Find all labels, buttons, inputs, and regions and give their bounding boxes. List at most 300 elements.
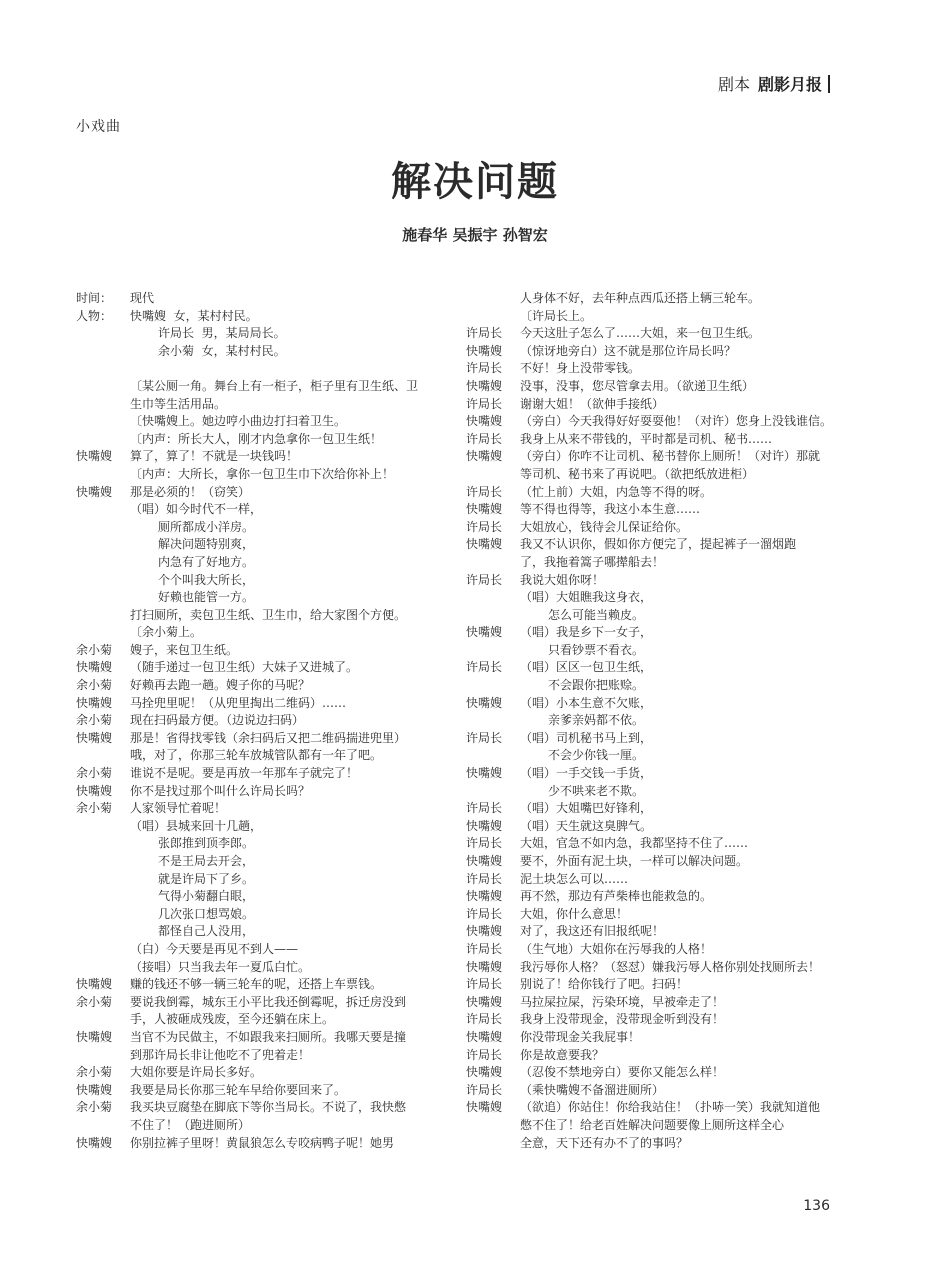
script-line (466, 976, 836, 994)
line-text: 我身上从来不带钱的，平时都是司机、秘书…… (520, 431, 773, 446)
script-line (76, 1029, 456, 1047)
speaker-name (76, 853, 130, 871)
speaker-name (76, 343, 130, 361)
line-text: 谁说不是呢。要是再放一年那车子就完了！ (130, 766, 359, 781)
speaker-name (466, 642, 520, 660)
script-line (466, 1099, 836, 1117)
line-text: 〔内声：大所长，拿你一包卫生巾下次给你补上！ (130, 466, 395, 481)
script-line (76, 994, 456, 1012)
script-line (466, 1117, 836, 1135)
speaker-name: 快嘴嫂 (466, 994, 503, 1009)
line-text: （唱）一手交钱一手货， (520, 766, 653, 781)
speaker-name: 快嘴嫂 (76, 660, 113, 675)
header-divider (828, 75, 830, 93)
line-text: （乘快嘴嫂不备溜进厕所） (520, 1082, 665, 1097)
speaker-name (76, 1117, 130, 1135)
script-line (76, 642, 456, 660)
script-line (76, 712, 456, 730)
speaker-name: 快嘴嫂 (466, 959, 503, 974)
speaker-name (466, 747, 520, 765)
script-line (76, 818, 456, 836)
script-line (76, 765, 456, 783)
script-line (466, 554, 836, 572)
script-line (466, 1082, 836, 1100)
speaker-name: 许局长 (466, 1082, 503, 1097)
speaker-name (466, 308, 520, 326)
line-text: 大姐，官急不如内急，我都坚持不住了…… (520, 836, 749, 851)
script-line (76, 959, 456, 977)
script-line (76, 501, 456, 519)
speaker-name: 快嘴嫂 (466, 818, 503, 833)
line-text: 不好！身上没带零钱。 (520, 361, 641, 376)
line-text: 张郎推到顶李郎。 (158, 836, 255, 851)
script-line (466, 642, 836, 660)
speaker-name (76, 325, 130, 343)
line-text: 算了，算了！不就是一块钱吗！ (130, 449, 299, 464)
line-text: 大姐放心，钱待会儿保证给你。 (520, 519, 689, 534)
line-text: 对了，我这还有旧报纸呢！ (520, 924, 665, 939)
speaker-name (76, 747, 130, 765)
script-line (76, 747, 456, 765)
speaker-name: 许局长 (466, 572, 503, 587)
line-text: 别说了！给你钱行了吧。扫码！ (520, 977, 689, 992)
line-text: 你没带现金关我屁事！ (520, 1029, 641, 1044)
script-line (76, 906, 456, 924)
genre-label: 小戏曲 (76, 119, 121, 135)
line-text: 当官不为民做主，不如跟我来扫厕所。我哪天要是撞 (130, 1029, 407, 1044)
script-line (76, 659, 456, 677)
script-column-left (76, 290, 456, 1152)
speaker-name: 许局长 (466, 836, 503, 851)
speaker-name: 快嘴嫂 (76, 484, 113, 499)
line-text: 全意，天下还有办不了的事吗？ (520, 1135, 689, 1150)
speaker-name: 许局长 (466, 941, 503, 956)
speaker-name: 快嘴嫂 (466, 378, 503, 393)
script-line (466, 941, 836, 959)
script-line (466, 431, 836, 449)
speaker-name (76, 1047, 130, 1065)
line-text: 那是！省得找零钱（余扫码后又把二维码揣进兜里） (130, 730, 407, 745)
script-line (466, 959, 836, 977)
script-line (76, 1082, 456, 1100)
line-text: 不会少你钱一厘。 (548, 748, 645, 763)
speaker-name (76, 871, 130, 889)
line-text: 我污辱你人格？（怒怼）嫌我污辱人格你别处找厕所去！ (520, 959, 821, 974)
line-text: 那是必须的！（窃笑） (130, 484, 251, 499)
speaker-name (76, 554, 130, 572)
line-text: 等不得也得等，我这小本生意…… (520, 502, 701, 517)
line-text: 少不哄来老不欺。 (548, 783, 645, 798)
speaker-name: 许局长 (466, 519, 503, 534)
speaker-name: 快嘴嫂 (466, 924, 503, 939)
speaker-name (76, 818, 130, 836)
line-text: （欲追）你站住！你给我站住！（扑哧一笑）我就知道他 (520, 1100, 821, 1115)
script-line (466, 765, 836, 783)
script-line (466, 325, 836, 343)
speaker-name: 许局长 (466, 871, 503, 886)
line-text: 不会跟你把账赊。 (548, 678, 645, 693)
line-text: 到那许局长非让他吃不了兜着走！ (130, 1047, 311, 1062)
script-line (466, 994, 836, 1012)
speaker-name (76, 396, 130, 414)
speaker-name: 快嘴嫂 (76, 1082, 113, 1097)
script-line (76, 325, 456, 343)
line-text: 大姐，你什么意思！ (520, 906, 629, 921)
speaker-name (76, 923, 130, 941)
line-text: 内急有了好地方。 (158, 554, 255, 569)
line-text: （唱）如今时代不一样， (130, 502, 263, 517)
script-line (466, 712, 836, 730)
line-text: 〔某公厕一角。舞台上有一柜子，柜子里有卫生纸、卫 (130, 378, 419, 393)
line-text: （旁白）今天我得好好耍耍他！（对许）您身上没钱谁信。 (520, 414, 833, 429)
line-text: 你是故意要我？ (520, 1047, 605, 1062)
speaker-name: 余小菊 (76, 713, 113, 728)
line-text: 人家领导忙着呢！ (130, 801, 227, 816)
speaker-name: 快嘴嫂 (466, 449, 503, 464)
script-line (76, 1135, 456, 1153)
script-line (466, 484, 836, 502)
line-text: 哦，对了，你那三轮车放城管队都有一年了吧。 (130, 748, 383, 763)
line-text: 等司机、秘书来了再说吧。（欲把纸放进柜） (520, 466, 755, 481)
speaker-name: 余小菊 (76, 678, 113, 693)
speaker-name: 许局长 (466, 906, 503, 921)
line-text: 生巾等生活用品。 (130, 396, 227, 411)
line-text: 要说我倒霉，城东王小平比我还倒霉呢，拆迁房没到 (130, 994, 407, 1009)
speaker-name: 快嘴嫂 (76, 449, 113, 464)
script-line (76, 800, 456, 818)
speaker-name (76, 589, 130, 607)
script-line (466, 290, 836, 308)
line-text: 嫂子，来包卫生纸。 (130, 642, 239, 657)
speaker-name (466, 554, 520, 572)
script-line (76, 554, 456, 572)
line-text: 个个叫我大所长， (158, 572, 255, 587)
speaker-name (76, 431, 130, 449)
line-text: （旁白）你咋不让司机、秘书替你上厕所！（对许）那就 (520, 449, 821, 464)
line-text: 我买块豆腐垫在脚底下等你当局长。不说了，我快憋 (130, 1100, 407, 1115)
script-line (466, 1135, 836, 1153)
script-line (76, 853, 456, 871)
speaker-name (466, 466, 520, 484)
speaker-name: 快嘴嫂 (466, 766, 503, 781)
speaker-name (76, 607, 130, 625)
script-line (76, 466, 456, 484)
line-text: 泥土块怎么可以…… (520, 871, 629, 886)
speaker-name: 快嘴嫂 (466, 343, 503, 358)
speaker-name: 许局长 (466, 431, 503, 446)
speaker-name: 快嘴嫂 (466, 502, 503, 517)
script-line (466, 360, 836, 378)
script-line (76, 1099, 456, 1117)
line-text: 现代 (130, 291, 155, 305)
line-text: 了，我拖着篙子哪撵船去！ (520, 554, 665, 569)
line-text: 〔余小菊上。 (130, 625, 203, 640)
speaker-name: 余小菊 (76, 766, 113, 781)
speaker-name (76, 941, 130, 959)
script-line (76, 519, 456, 537)
line-text: （忍俊不禁地旁白）要你又能怎么样！ (520, 1065, 725, 1080)
script-line (466, 413, 836, 431)
line-text: 许局长 男，某局局长。 (158, 326, 286, 341)
line-text: 好赖也能管一方。 (158, 590, 255, 605)
running-header (718, 72, 830, 95)
line-text: （忙上前）大姐，内急等不得的呀。 (520, 484, 713, 499)
line-text: （唱）司机秘书马上到， (520, 730, 653, 745)
speaker-name: 许局长 (466, 361, 503, 376)
line-text: 现在扫码最方便。（边说边扫码） (130, 713, 305, 728)
speaker-name (76, 906, 130, 924)
script-line (76, 308, 456, 326)
script-line (76, 1011, 456, 1029)
line-text: 大姐你要是许局长多好。 (130, 1065, 263, 1080)
speaker-name (76, 378, 130, 396)
speaker-name: 快嘴嫂 (466, 1100, 503, 1115)
script-line (76, 484, 456, 502)
script-line (466, 501, 836, 519)
speaker-name (76, 501, 130, 519)
script-line (466, 871, 836, 889)
line-text: （唱）大姐嘴巴好锋利， (520, 801, 653, 816)
line-text: 我身上没带现金，没带现金听到没有！ (520, 1012, 725, 1027)
script-line (466, 396, 836, 414)
script-line (466, 659, 836, 677)
script-line (466, 343, 836, 361)
line-text: （接唱）只当我去年一夏瓜白忙。 (130, 959, 311, 974)
script-line (466, 853, 836, 871)
line-text: 我又不认识你，假如你方便完了，提起裤子一溜烟跑 (520, 537, 797, 552)
script-line (76, 1064, 456, 1082)
line-text: 要不，外面有泥土块，一样可以解决问题。 (520, 854, 749, 868)
speaker-name (76, 959, 130, 977)
script-line (76, 871, 456, 889)
line-text: 打扫厕所，卖包卫生纸、卫生巾，给大家图个方便。 (130, 607, 407, 622)
speaker-name: 快嘴嫂 (466, 854, 503, 868)
line-text: 我说大姐你呀！ (520, 572, 605, 587)
script-line (76, 695, 456, 713)
magazine-name: 剧影月报 (757, 75, 822, 94)
line-text: 没事，没事，您尽管拿去用。（欲递卫生纸） (520, 378, 755, 393)
script-line (76, 835, 456, 853)
speaker-name (466, 589, 520, 607)
line-text: 今天这肚子怎么了……大姐，来一包卫生纸。 (520, 326, 761, 341)
script-line (466, 1047, 836, 1065)
script-line (466, 695, 836, 713)
speaker-name (76, 413, 130, 431)
speaker-name: 快嘴嫂 (466, 1029, 503, 1044)
speaker-name (466, 677, 520, 695)
script-line (76, 589, 456, 607)
speaker-name: 时间： (76, 291, 113, 305)
line-text: 你别拉裤子里呀！黄鼠狼怎么专咬病鸭子呢！她男 (130, 1135, 395, 1150)
line-text: 手，人被砸成残废，至今还躺在床上。 (130, 1012, 335, 1027)
script-line (466, 906, 836, 924)
script-line (466, 1064, 836, 1082)
script-line (466, 624, 836, 642)
script-line (466, 747, 836, 765)
speaker-name: 许局长 (466, 484, 503, 499)
script-line (466, 923, 836, 941)
speaker-name (76, 466, 130, 484)
script-line (76, 976, 456, 994)
line-text: 憋不住了！给老百姓解决问题要像上厕所这样全心 (520, 1117, 785, 1132)
line-text: 厕所都成小洋房。 (158, 519, 255, 534)
line-text: 快嘴嫂 女，某村村民。 (130, 308, 258, 323)
script-line (76, 607, 456, 625)
line-text: （白）今天要是再见不到人—— (130, 941, 299, 956)
script-line (466, 607, 836, 625)
speaker-name: 快嘴嫂 (76, 1029, 113, 1044)
line-text: 〔许局长上。 (520, 308, 593, 323)
speaker-name: 快嘴嫂 (466, 537, 503, 552)
speaker-name: 余小菊 (76, 801, 113, 816)
page-title: 解决问题 (391, 158, 559, 205)
line-text: （唱）天生就这臭脾气。 (520, 818, 653, 833)
script-line (76, 783, 456, 801)
line-text: 只看钞票不看衣。 (548, 642, 645, 657)
speaker-name (466, 783, 520, 801)
line-text: 解决问题特别爽， (158, 537, 255, 552)
line-text: 几次张口想骂娘。 (158, 906, 255, 921)
line-text: （唱）区区一包卫生纸， (520, 660, 653, 675)
speaker-name (466, 290, 520, 308)
speaker-name: 许局长 (466, 977, 503, 992)
script-line (466, 730, 836, 748)
line-text: 好赖再去跑一趟。嫂子你的马呢？ (130, 678, 311, 693)
line-text: 就是许局下了乡。 (158, 871, 255, 886)
script-line (466, 800, 836, 818)
script-line (466, 818, 836, 836)
script-line (76, 413, 456, 431)
script-line (466, 589, 836, 607)
script-line (466, 519, 836, 537)
line-text: 不住了！（跑进厕所） (130, 1117, 251, 1132)
speaker-name: 快嘴嫂 (466, 625, 503, 640)
speaker-name: 许局长 (466, 801, 503, 816)
script-line (76, 1047, 456, 1065)
speaker-name (76, 536, 130, 554)
line-text: 你不是找过那个叫什么许局长吗？ (130, 783, 311, 798)
script-line (466, 466, 836, 484)
script-line (76, 536, 456, 554)
speaker-name (76, 835, 130, 853)
page-number: 136 (803, 1198, 830, 1214)
script-column-right (466, 290, 836, 1152)
script-line (76, 448, 456, 466)
speaker-name: 快嘴嫂 (466, 889, 503, 904)
speaker-name (76, 1011, 130, 1029)
speaker-name: 快嘴嫂 (76, 1135, 113, 1150)
speaker-name (76, 624, 130, 642)
line-text: 怎么可能当赖皮。 (548, 607, 645, 622)
line-text: 谢谢大姐！（欲伸手接纸） (520, 396, 665, 411)
speaker-name: 余小菊 (76, 1065, 113, 1080)
script-line (76, 923, 456, 941)
speaker-name: 快嘴嫂 (76, 730, 113, 745)
script-line (466, 783, 836, 801)
speaker-name: 许局长 (466, 326, 503, 341)
line-text: 气得小菊翻白眼， (158, 889, 255, 904)
script-line (466, 835, 836, 853)
line-text: （唱）大姐瞧我这身衣， (520, 590, 653, 605)
speaker-name (466, 1117, 520, 1135)
line-text: 人身体不好，去年种点西瓜还搭上辆三轮车。 (520, 291, 761, 305)
script-line (466, 1029, 836, 1047)
speaker-name: 余小菊 (76, 994, 113, 1009)
section-label: 剧本 (717, 75, 750, 94)
speaker-name (466, 712, 520, 730)
line-text: （唱）小本生意不欠账， (520, 695, 653, 710)
speaker-name: 许局长 (466, 660, 503, 675)
line-text: 余小菊 女，某村村民。 (158, 343, 286, 358)
speaker-name: 余小菊 (76, 1100, 113, 1115)
line-text: 赚的钱还不够一辆三轮车的呢，还搭上车票钱。 (130, 977, 383, 992)
speaker-name: 人物： (76, 308, 113, 323)
speaker-name: 快嘴嫂 (76, 783, 113, 798)
speaker-name: 余小菊 (76, 642, 113, 657)
script-line (76, 941, 456, 959)
script-line (76, 624, 456, 642)
script-line (466, 677, 836, 695)
script-line (76, 343, 456, 361)
speaker-name (466, 1135, 520, 1153)
script-line (76, 290, 456, 308)
line-text: 马拴兜里呢！（从兜里掏出二维码）…… (130, 695, 347, 710)
speaker-name: 快嘴嫂 (466, 1065, 503, 1080)
speaker-name: 快嘴嫂 (76, 695, 113, 710)
script-line (76, 378, 456, 396)
script-line (76, 431, 456, 449)
line-text: 〔内声：所长大人，刚才内急拿你一包卫生纸！ (130, 431, 383, 446)
speaker-name: 许局长 (466, 396, 503, 411)
script-line (76, 1117, 456, 1135)
line-text: 马拉屎拉屎，污染环境，早被牵走了！ (520, 994, 725, 1009)
line-text: （唱）我是乡下一女子， (520, 625, 653, 640)
speaker-name (76, 572, 130, 590)
script-line (466, 1011, 836, 1029)
speaker-name (466, 607, 520, 625)
line-text: 我要是局长你那三轮车早给你要回来了。 (130, 1082, 347, 1097)
script-line (466, 572, 836, 590)
script-line (76, 677, 456, 695)
script-line (466, 448, 836, 466)
speaker-name: 许局长 (466, 1047, 503, 1062)
speaker-name (76, 888, 130, 906)
speaker-name (76, 519, 130, 537)
author-line: 施春华 吴振宇 孙智宏 (402, 226, 548, 244)
speaker-name: 快嘴嫂 (466, 695, 503, 710)
script-line (466, 308, 836, 326)
speaker-name: 快嘴嫂 (466, 414, 503, 429)
line-text: （惊讶地旁白）这不就是那位许局长吗？ (520, 343, 737, 358)
line-text: （随手递过一包卫生纸）大妹子又进城了。 (130, 660, 359, 675)
speaker-name: 许局长 (466, 1012, 503, 1027)
script-line (76, 730, 456, 748)
script-line (76, 396, 456, 414)
line-text: （生气地）大姐你在污辱我的人格！ (520, 941, 713, 956)
line-text: 不是王局去开会， (158, 854, 255, 868)
script-line (76, 572, 456, 590)
speaker-name: 许局长 (466, 730, 503, 745)
line-text: 亲爹亲妈都不依。 (548, 713, 645, 728)
script-line (466, 378, 836, 396)
speaker-name: 快嘴嫂 (76, 977, 113, 992)
line-text: 〔快嘴嫂上。她边哼小曲边打扫着卫生。 (130, 414, 347, 429)
script-line (76, 888, 456, 906)
line-text: （唱）县城来回十几趟， (130, 818, 263, 833)
line-text: 都怪自己人没用， (158, 924, 255, 939)
script-line (466, 536, 836, 554)
blank-line (76, 360, 456, 378)
